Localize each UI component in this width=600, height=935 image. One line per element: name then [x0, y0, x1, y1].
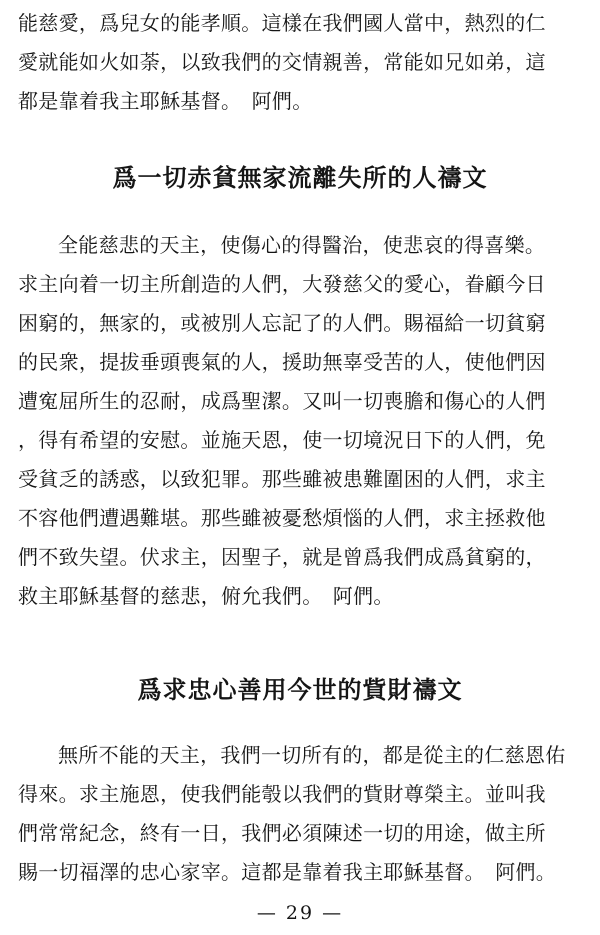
text-line: 賜一切福澤的忠心家宰。這都是靠着我主耶穌基督。 阿們。	[18, 860, 557, 884]
text-line: ，得有希望的安慰。並施天恩，使一切境況日下的人們，免	[18, 428, 546, 452]
top-paragraph	[18, 4, 584, 121]
section-1-title: 爲一切赤貧無家流離失所的人禱文	[112, 164, 488, 192]
text-line: 們常常紀念，終有一日，我們必須陳述一切的用途，做主所	[18, 821, 546, 845]
text-line: 無所不能的天主，我們一切所有的，都是從主的仁慈恩佑	[58, 743, 566, 767]
text-line: 得來。求主施恩，使我們能彀以我們的貲財尊榮主。並叫我	[18, 782, 546, 806]
text-line: 不容他們遭遇難堪。那些雖被憂愁煩惱的人們，求主拯救他	[18, 506, 546, 530]
text-line: 求主向着一切主所創造的人們，大發慈父的愛心，眷顧今日	[18, 272, 546, 296]
section-2-body	[18, 736, 584, 892]
text-line: 的民衆，提拔垂頭喪氣的人，援助無辜受苦的人，使他們因	[18, 350, 546, 374]
text-line: 困窮的，無家的，或被別人忘記了的人們。賜福給一切貧窮	[18, 311, 546, 335]
text-line: 遭寃屈所生的忍耐，成爲聖潔。又叫一切喪膽和傷心的人們	[18, 389, 546, 413]
text-line: 救主耶穌基督的慈悲，俯允我們。 阿們。	[18, 584, 394, 608]
page-number: — 29 —	[256, 902, 344, 924]
text-line: 愛就能如火如荼，以致我們的交情親善，常能如兄如弟，這	[18, 50, 546, 74]
text-line: 全能慈悲的天主，使傷心的得醫治，使悲哀的得喜樂。	[58, 233, 546, 257]
section-2-title: 爲求忠心善用今世的貲財禱文	[137, 676, 463, 704]
section-1-body	[18, 226, 584, 616]
text-line: 能慈愛，爲兒女的能孝順。這樣在我們國人當中，熱烈的仁	[18, 11, 546, 35]
text-line: 們不致失望。伏求主，因聖子，就是曾爲我們成爲貧窮的，	[18, 545, 546, 569]
text-line: 都是靠着我主耶穌基督。 阿們。	[18, 89, 313, 113]
text-line: 受貧乏的誘惑，以致犯罪。那些雖被患難圍困的人們，求主	[18, 467, 546, 491]
